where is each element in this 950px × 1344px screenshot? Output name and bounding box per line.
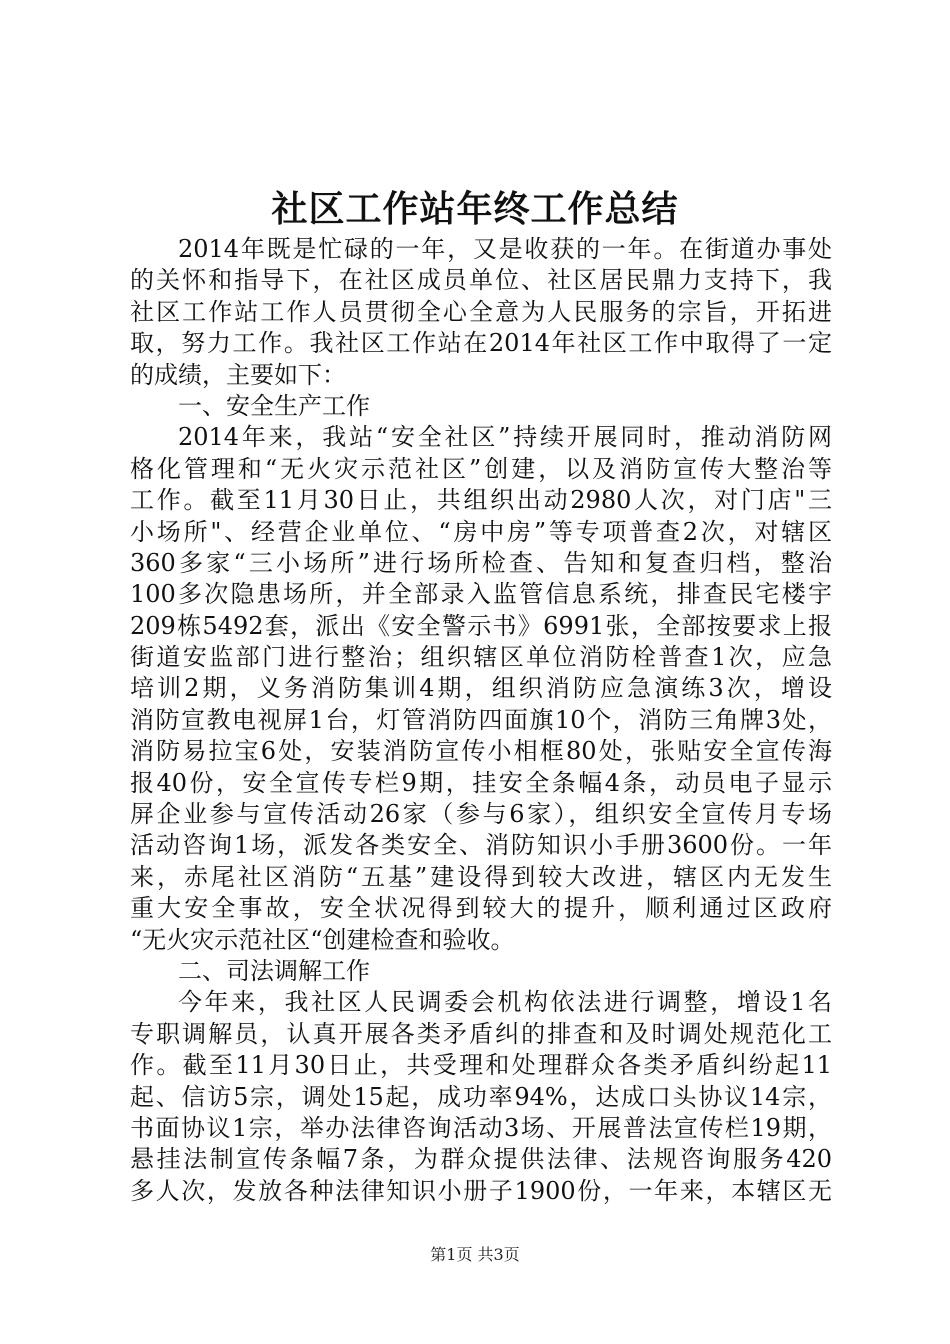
text-line: 书面协议1宗，举办法律咨询活动3场、开展普法宣传栏19期， (130, 1113, 832, 1142)
text-line: 100多次隐患场所，并全部录入监管信息系统，排查民宅楼宇 (130, 580, 832, 609)
text-line: 消防易拉宝6处，安装消防宣传小相框80处，张贴安全宣传海 (130, 737, 832, 766)
text-line: 209栋5492套，派出《安全警示书》6991张，全部按要求上报 (130, 611, 832, 640)
document-body (130, 234, 832, 1207)
text-line: 多人次，发放各种法律知识小册子1900份，一年来，本辖区无 (130, 1176, 832, 1205)
text-line: 2014年来，我站“安全社区”持续开展同时，推动消防网 (178, 423, 832, 452)
text-line: 街道安监部门进行整治；组织辖区单位消防栓普查1次，应急 (130, 643, 832, 672)
text-line: 的成绩，主要如下： (130, 360, 346, 389)
text-line: 社区工作站工作人员贯彻全心全意为人民服务的宗旨，开拓进 (130, 297, 832, 326)
text-line: 2014年既是忙碌的一年，又是收获的一年。在街道办事处 (178, 235, 832, 263)
text-line: 培训2期，义务消防集训4期，组织消防应急演练3次，增设 (130, 674, 832, 703)
text-line: 360多家“三小场所”进行场所检查、告知和复查归档，整治 (130, 548, 832, 577)
text-line: 格化管理和“无火灾示范社区”创建，以及消防宣传大整治等 (130, 454, 832, 483)
text-line: 来，赤尾社区消防“五基”建设得到较大改进，辖区内无发生 (130, 862, 832, 891)
text-line: 重大安全事故，安全状况得到较大的提升，顺利通过区政府 (130, 894, 832, 923)
text-line: 取，努力工作。我社区工作站在2014年社区工作中取得了一定 (130, 329, 832, 358)
text-line: 工作。截至11月30日止，共组织出动2980人次，对门店"三 (130, 486, 832, 515)
section-heading: 二、司法调解工作 (178, 956, 370, 985)
text-line: “无火灾示范社区“创建检查和验收。 (130, 925, 515, 954)
text-line: 作。截至11月30日止，共受理和处理群众各类矛盾纠纷起11 (130, 1051, 832, 1080)
text-line: 报40份，安全宣传专栏9期，挂安全条幅4条，动员电子显示 (130, 768, 832, 797)
document-title: 社区工作站年终工作总结 (271, 188, 679, 230)
text-line: 屏企业参与宣传活动26家（参与6家），组织安全宣传月专场 (130, 800, 832, 829)
text-line: 专职调解员，认真开展各类矛盾纠的排查和及时调处规范化工 (130, 1019, 832, 1048)
text-line: 的关怀和指导下，在社区成员单位、社区居民鼎力支持下，我 (130, 266, 832, 295)
page-footer: 第1页 共3页 (430, 1245, 520, 1264)
text-line: 消防宣教电视屏1台，灯管消防四面旗10个，消防三角牌3处， (130, 705, 832, 734)
text-line: 起、信访5宗，调处15起，成功率94%，达成口头协议14宗， (130, 1082, 832, 1111)
text-line: 悬挂法制宣传条幅7条，为群众提供法律、法规咨询服务420 (130, 1145, 832, 1174)
text-line: 活动咨询1场，派发各类安全、消防知识小手册3600份。一年 (130, 831, 832, 860)
text-line: 今年来，我社区人民调委会机构依法进行调整，增设1名 (178, 988, 832, 1017)
section-heading: 一、安全生产工作 (178, 391, 370, 420)
text-line: 小场所"、经营企业单位、“房中房”等专项普查2次，对辖区 (130, 517, 832, 546)
